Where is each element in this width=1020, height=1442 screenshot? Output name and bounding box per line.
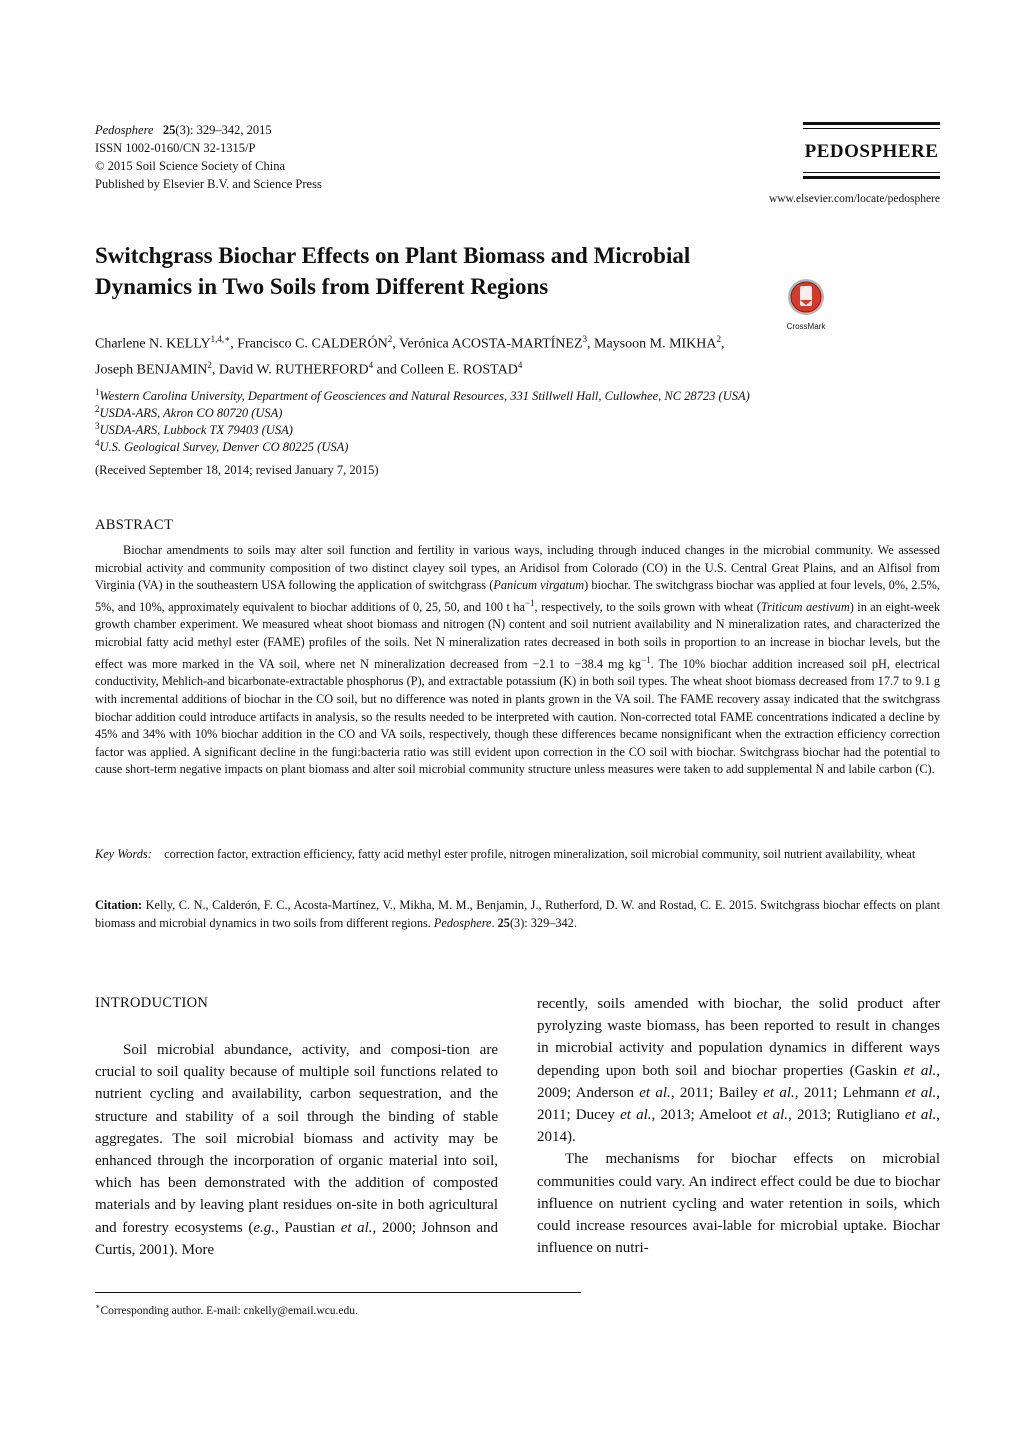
- keywords-label: Key Words:: [95, 847, 152, 861]
- affiliation-4-text: U.S. Geological Survey, Denver CO 80225 (USA): [99, 440, 349, 455]
- intro-paragraph-2: The mechanisms for biochar effects on microbial communities could vary. An indirect effect could be due to biochar influence on nutrient cycling and water retention in soils, which could increase resources avai-lable for microbial uptake. Biochar influence on nutri-: [537, 1151, 940, 1257]
- abstract-species-2: Triticum aestivum: [760, 599, 850, 614]
- left-text-1: Soil microbial abundance, activity, and composi-tion are crucial to soil quality because of multiple soil functions related to nutrient cycling and availability, carbon sequestration, and the structure and stability of a soil through the binding of stable aggregates. The soil microbial biomass and activity may be enhanced through the incorporation of organic material into soil, which has been demonstrated with the addition of composted materials and by leaving plant residues on-site in both agricultural and forestry ecosystems (: [95, 1042, 498, 1236]
- right-text-f: , 2013; Ameloot: [651, 1107, 757, 1124]
- left-text-2: , Paustian: [275, 1219, 341, 1236]
- abstract-heading: ABSTRACT: [95, 517, 174, 533]
- right-etal-6: et al.: [756, 1107, 789, 1124]
- right-etal-5: et al.: [620, 1107, 652, 1124]
- affiliation-4-num: 4: [95, 438, 100, 448]
- introduction-heading: INTRODUCTION: [95, 995, 209, 1011]
- affiliation-3-num: 3: [95, 421, 100, 431]
- right-etal-3: et al.: [763, 1084, 795, 1101]
- journal-url[interactable]: www.elsevier.com/locate/pedosphere: [768, 193, 940, 205]
- affiliation-2-num: 2: [95, 404, 100, 414]
- abstract-part-4: ) in an eight-week growth chamber experiment. We measured wheat shoot biomass and nitrogen (N) content and soil nutrient availability and N mineralization rates, and characterized the microbial fatty acid methyl ester (FAME) profiles of the soils. Net N mineralization rates decreased in both soils in proportion to an increase in biochar levels, but the effect was more marked in the VA soil, where net N mineralization decreased from −2.1 to −38.4 mg kg: [95, 599, 940, 671]
- logo-rule-top-thin: [803, 128, 940, 129]
- abstract-exponent-1: −1: [524, 597, 535, 608]
- affiliation-1-num: 1: [95, 387, 100, 397]
- intro-paragraph-1-continued: [537, 993, 940, 1148]
- author-2-sup: 2: [387, 334, 393, 344]
- author-7: and Colleen E. ROSTAD: [373, 362, 518, 378]
- author-6-sup: 4: [368, 359, 374, 370]
- logo-rule-top: [803, 122, 940, 125]
- abstract-part-5: . The 10% biochar addition increased soil pH, electrical conductivity, Mehlich-and bicarbonate-extractable phosphorus (P), and extractable potassium (K) in both soil types. The wheat shoot biomass decreased from 17.7 to 9.1 g with incremental additions of biochar in the CO soil, but no difference was noted in plants grown in the VA soil. The FAME recovery assay indicated that the switchgrass biochar addition could introduce artifacts in analysis, so the results needed to be interpreted with caution. Non-corrected total FAME concentrations indicated a decline by 45% and 34% with 10% biochar addition in the CO and VA soils, respectively, though these differences became nonsignificant when the extraction efficiency correction factor was applied. A significant decline in the fungi:bacteria ratio was still evident upon correction in the CO soil with biochar. Switchgrass biochar had the potential to cause short-term negative impacts on plant biomass and alter soil microbial community structure unless measures were taken to add supplemental N and labile carbon (C).: [95, 656, 941, 777]
- author-7-sup: 4: [517, 359, 523, 370]
- article-title: [95, 240, 855, 302]
- copyright: © 2015 Soil Science Society of China: [95, 159, 286, 173]
- intro-left-column: [95, 1039, 498, 1261]
- affiliation-3-text: USDA-ARS, Lubbock TX 79403 (USA): [99, 423, 293, 438]
- journal-issue-pages: (3): 329–342, 2015: [175, 123, 272, 137]
- citation: [95, 897, 940, 932]
- author-3-sup: 3: [582, 334, 588, 344]
- author-6: , David W. RUTHERFORD: [211, 362, 369, 378]
- left-eg: e.g.: [253, 1219, 275, 1236]
- abstract-exponent-2: −1: [641, 654, 651, 665]
- author-1-sup: 1,4,∗: [210, 334, 231, 344]
- author-2: , Francisco C. CALDERÓN: [230, 336, 388, 352]
- right-text-e: , 2011; Ducey: [537, 1084, 940, 1124]
- author-list: Charlene N. $KELLY^{1,4,∗}$, Francisco C. CALDERÓN$^2$, Verónica ACOSTA-MARTÍNEZ$^3$, Maysoon M. MIKHA$^2$, Joseph BENJAMIN$^2$, David W. RUTHERFORD$^4$ and Colleen E. ROSTAD$^4$: [95, 334, 725, 378]
- author-4: , Maysoon M. MIKHA: [587, 336, 717, 352]
- right-etal-1: et al.: [903, 1062, 937, 1079]
- crossmark-icon: [783, 278, 829, 318]
- abstract-species-1: Panicum virgatum: [493, 578, 585, 593]
- keywords-text: correction factor, extraction efficiency, fatty acid methyl ester profile, nitrogen mineralization, soil microbial community, soil nutrient availability, wheat: [164, 847, 916, 861]
- right-etal-4: et al.: [904, 1084, 937, 1101]
- received-dates: (Received September 18, 2014; revised January 7, 2015): [95, 463, 379, 477]
- publisher: Published by Elsevier B.V. and Science Press: [95, 177, 322, 191]
- right-text-c: , 2011; Bailey: [670, 1084, 764, 1101]
- author-3: , Verónica ACOSTA-MARTÍNEZ: [392, 336, 583, 352]
- crossmark-badge[interactable]: [783, 278, 829, 331]
- logo-rule-bottom: [803, 176, 940, 179]
- author-4-sup: 2: [716, 334, 722, 344]
- affiliation-1-text: Western Carolina University, Department of Geosciences and Natural Resources, 331 Stillwell Hall, Cullowhee, NC 28723 (USA): [99, 389, 750, 404]
- footnote: [95, 1302, 358, 1317]
- abstract-part-2: ) biochar. The switchgrass biochar was applied at four levels, 0%, 2.5%, 5%, and 10%, approximately equivalent to biochar additions of 0, 25, 50, and 100 t ha: [95, 578, 940, 614]
- citation-label: Citation:: [95, 898, 143, 912]
- right-etal-7: et al.: [904, 1107, 937, 1124]
- journal-volume: 25: [162, 123, 176, 137]
- citation-text: Kelly, C. N., Calderón, F. C., Acosta-Martínez, V., Mikha, M. M., Benjamin, J., Rutherford, D. W. and Rostad, C. E. 2015. Switchgrass biochar effects on plant biomass and microbial dynamics in two soils from different regions.: [95, 898, 940, 930]
- right-text-a: recently, soils amended with biochar, the solid product after pyrolyzing waste biomass, has been reported to result in changes in microbial activity and population dynamics in different ways depending upon both soil and biochar properties (Gaskin: [537, 996, 940, 1079]
- journal-name: Pedosphere: [95, 123, 154, 137]
- abstract-part-3: , respectively, to the soils grown with wheat (: [534, 599, 761, 614]
- right-text-g: , 2013; Rutigliano: [788, 1107, 905, 1124]
- intro-right-column: [537, 993, 940, 1259]
- author-1: Charlene N. KELLY: [95, 336, 211, 352]
- right-text-b: , 2009; Anderson: [537, 1062, 940, 1101]
- citation-volume: 25: [497, 915, 510, 930]
- citation-pages: (3): 329–342.: [509, 915, 577, 930]
- crossmark-label: CrossMark: [786, 322, 826, 331]
- citation-journal: Pedosphere: [433, 915, 492, 930]
- author-5: Joseph BENJAMIN: [95, 362, 208, 378]
- left-etal: et al.: [340, 1219, 373, 1236]
- title-line-1: Switchgrass Biochar Effects on Plant Biomass and Microbial: [95, 243, 691, 268]
- author-5-sup: 2: [207, 359, 212, 370]
- affiliation-4: [95, 435, 965, 456]
- right-text-h: , 2014).: [537, 1107, 940, 1146]
- keywords: [95, 846, 940, 864]
- citation-sep: .: [491, 915, 498, 930]
- abstract-part-1: Biochar amendments to soils may alter soil function and fertility in various ways, including through induced changes in the microbial community. We assessed microbial activity and community composition of two distinct clayey soil types, an Aridisol from Colorado (CO) in the U.S. Central Great Plains, and an Alfisol from Virginia (VA) in the southeastern USA following the application of switchgrass (: [95, 543, 940, 593]
- right-text-d: , 2011; Lehmann: [794, 1084, 905, 1101]
- issn: ISSN 1002-0160/CN 32-1315/P: [95, 141, 256, 155]
- footnote-mark: ∗: [95, 1302, 101, 1311]
- journal-logo: PEDOSPHERE: [804, 141, 939, 162]
- right-etal-2: et al.: [639, 1084, 671, 1101]
- intro-paragraph-1: [95, 1039, 498, 1261]
- title-line-2: Dynamics in Two Soils from Different Regions: [95, 274, 549, 299]
- footnote-rule: [95, 1292, 581, 1293]
- affiliation-2-text: USDA-ARS, Akron CO 80720 (USA): [99, 406, 283, 421]
- left-text-3: , 2000; Johnson and Curtis, 2001). More: [95, 1219, 498, 1258]
- logo-rule-bottom-thin: [803, 172, 940, 173]
- abstract-body: [95, 542, 940, 779]
- journal-citation-line: [95, 121, 272, 139]
- footnote-text: Corresponding author. E-mail: cnkelly@email.wcu.edu.: [100, 1304, 358, 1317]
